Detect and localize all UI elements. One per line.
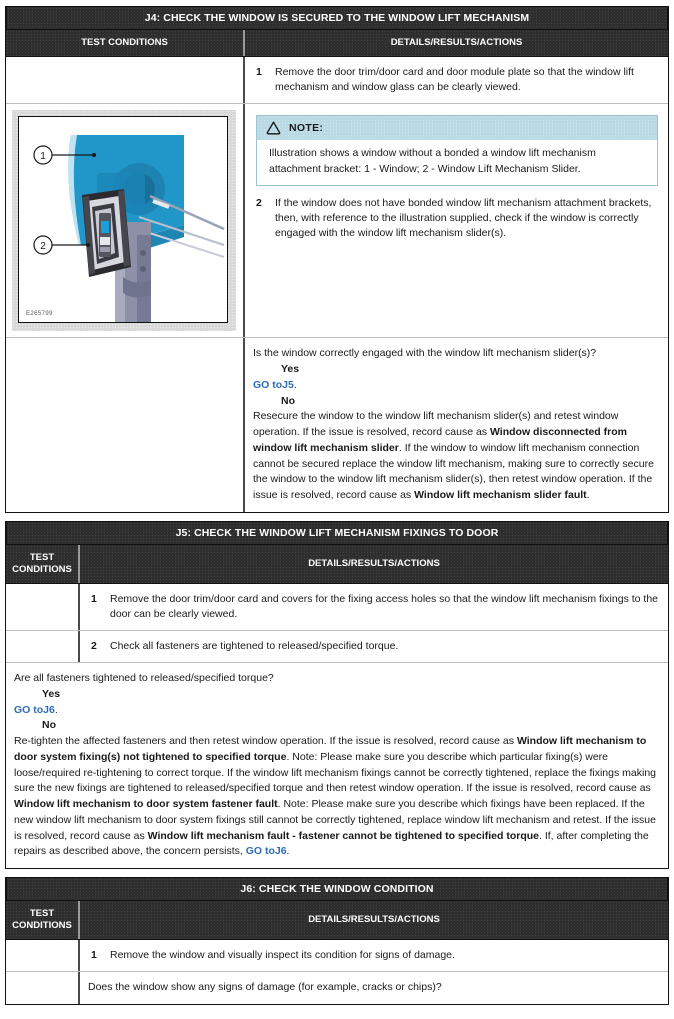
details-cell (245, 57, 668, 103)
no-bold-3: Window lift mechanism fault - fastener cannot be tightened to specified torque (147, 829, 540, 842)
note-header (257, 116, 657, 140)
section-j6-column-headers (6, 901, 668, 940)
step-number: 2 (256, 196, 262, 209)
period: . (293, 378, 297, 391)
no-text-2: . Note: Please make sure you describe which particular fixing(s) were loose/required re-tightening to correct torque. If the window lift mechanism fixings cannot be correctly tightened, replace the fixings making sure the new fixings are tightened to released/specified torque and then retest window operation. If the issue is resolved, record cause as (14, 750, 656, 795)
column-header-test-conditions: TEST CONDITIONS (6, 545, 80, 583)
section-j6 (5, 877, 669, 1005)
svg-text:1: 1 (40, 151, 46, 163)
note-body: Illustration shows a window without a bonded a window lift mechanism attachment bracket: 1 - Window; 2 - Window Lift Mechanism Slider. (257, 140, 657, 185)
details-cell (80, 631, 668, 662)
step-number: 1 (256, 65, 262, 78)
qa-no-label: No (281, 394, 295, 407)
illustration-image (18, 116, 228, 323)
qa-question: Are all fasteners tightened to released/specified torque? (14, 672, 274, 685)
step-number: 1 (91, 592, 97, 605)
qa-question: Does the window show any signs of damage (for example, cracks or chips)? (88, 981, 442, 994)
section-j5-column-headers (6, 545, 668, 584)
table-row (6, 631, 668, 663)
no-text-1: Re-tighten the affected fasteners and then retest window operation. If the issue is resolved, record cause as (14, 735, 517, 748)
step-item (253, 196, 658, 242)
section-j5 (5, 521, 669, 869)
qa-yes-label: Yes (42, 687, 61, 700)
details-cell (80, 940, 668, 971)
column-header-details-results-actions: DETAILS/RESULTS/ACTIONS (390, 37, 523, 48)
step-item (88, 948, 658, 963)
note-callout (256, 115, 658, 186)
table-row (6, 104, 668, 338)
no-bold-2: Window lift mechanism slider fault (414, 489, 587, 502)
details-cell (80, 584, 668, 630)
step-text: Check all fasteners are tightened to released/specified torque. (110, 640, 399, 652)
qa-no-action (253, 409, 658, 504)
test-conditions-cell (6, 57, 245, 103)
qa-yes-action (14, 703, 658, 719)
test-conditions-cell (6, 972, 80, 1004)
goto-link-j5[interactable]: GO toJ5 (253, 378, 294, 391)
table-row (6, 940, 668, 972)
section-j4 (5, 6, 669, 513)
period: . (54, 703, 58, 716)
note-triangle-icon (266, 121, 281, 135)
note-label: NOTE: (289, 122, 324, 135)
step-number: 2 (91, 640, 97, 652)
illustration-cell (6, 104, 245, 337)
no-bold-2: Window lift mechanism to door system fastener fault (14, 798, 278, 811)
step-item (253, 65, 658, 95)
column-header-test-conditions: TEST CONDITIONS (6, 30, 245, 56)
no-text-3: . (586, 489, 590, 502)
svg-text:2: 2 (40, 241, 46, 253)
question-answer-cell (6, 663, 668, 868)
qa-question: Is the window correctly engaged with the window lift mechanism slider(s)? (253, 347, 597, 360)
step-item (88, 592, 658, 622)
illustration-frame (12, 110, 236, 331)
test-conditions-cell (6, 940, 80, 971)
step-text: Remove the door trim/door card and door module plate so that the window lift mechanism and window glass can be clearly viewed. (275, 65, 634, 94)
table-row (6, 663, 668, 868)
no-text-1: Resecure the window to the window lift mechanism slider(s) and retest window operation. If the issue is resolved, record cause as (253, 410, 619, 439)
window-lift-mechanism-diagram (19, 117, 228, 323)
section-j4-title: J4: CHECK THE WINDOW IS SECURED TO THE WINDOW LIFT MECHANISM (6, 6, 668, 30)
no-text-2: . If the window to window lift mechanism connection cannot be secured replace the window lift mechanism, making sure to correctly secure the window to the window lift mechanism slider(s), then retest window operation. If the issue is resolved, record cause as (253, 441, 654, 502)
test-conditions-cell (6, 631, 80, 662)
question-answer-cell (245, 338, 668, 512)
qa-no-label: No (42, 719, 56, 732)
section-j4-column-headers (6, 30, 668, 57)
qa-yes-action (253, 378, 658, 394)
table-row (6, 972, 668, 1004)
step-text: Remove the window and visually inspect its condition for signs of damage. (110, 948, 455, 961)
column-header-details-results-actions: DETAILS/RESULTS/ACTIONS (308, 914, 440, 926)
section-j5-title: J5: CHECK THE WINDOW LIFT MECHANISM FIXINGS TO DOOR (6, 521, 668, 545)
question-answer-cell (80, 972, 668, 1004)
no-bold-1: Window lift mechanism to door system fixing(s) not tightened to specified torque (14, 735, 647, 763)
qa-no-action (14, 734, 658, 860)
step-item (88, 639, 658, 654)
table-row (6, 57, 668, 104)
section-j6-title: J6: CHECK THE WINDOW CONDITION (6, 877, 668, 901)
column-header-details-results-actions: DETAILS/RESULTS/ACTIONS (308, 557, 440, 569)
no-text-5: . (286, 845, 290, 858)
table-row (6, 584, 668, 631)
no-text-4: . If, after completing the repairs as described above, the concern persists, (14, 829, 649, 858)
table-row (6, 338, 668, 512)
illustration-id-label: E265799 (26, 311, 53, 318)
details-cell (245, 104, 668, 337)
step-number: 1 (91, 948, 97, 961)
goto-link-j6-persist[interactable]: GO toJ6 (245, 845, 287, 858)
qa-yes-label: Yes (281, 363, 300, 376)
test-conditions-cell (6, 338, 245, 512)
test-conditions-cell (6, 584, 80, 630)
step-text: If the window does not have bonded window lift mechanism attachment brackets, then, with reference to the illustration supplied, check if the window is correctly engaged with the window lift mechanism slider(s). (275, 196, 652, 240)
no-text-3: . Note: Please make sure you describe which fixings have been replaced. If the new window lift mechanism to door system fixings still cannot be correctly tightened, replace window lift mechanism and retest. If the issue is resolved, record cause as (14, 798, 656, 842)
column-header-test-conditions: TEST CONDITIONS (6, 901, 80, 939)
goto-link-j6[interactable]: GO toJ6 (14, 703, 55, 716)
no-bold-1: Window disconnected from window lift mechanism slider (253, 426, 627, 454)
step-text: Remove the door trim/door card and covers for the fixing access holes so that the window lift mechanism fixings to the door can be clearly viewed. (110, 592, 659, 620)
